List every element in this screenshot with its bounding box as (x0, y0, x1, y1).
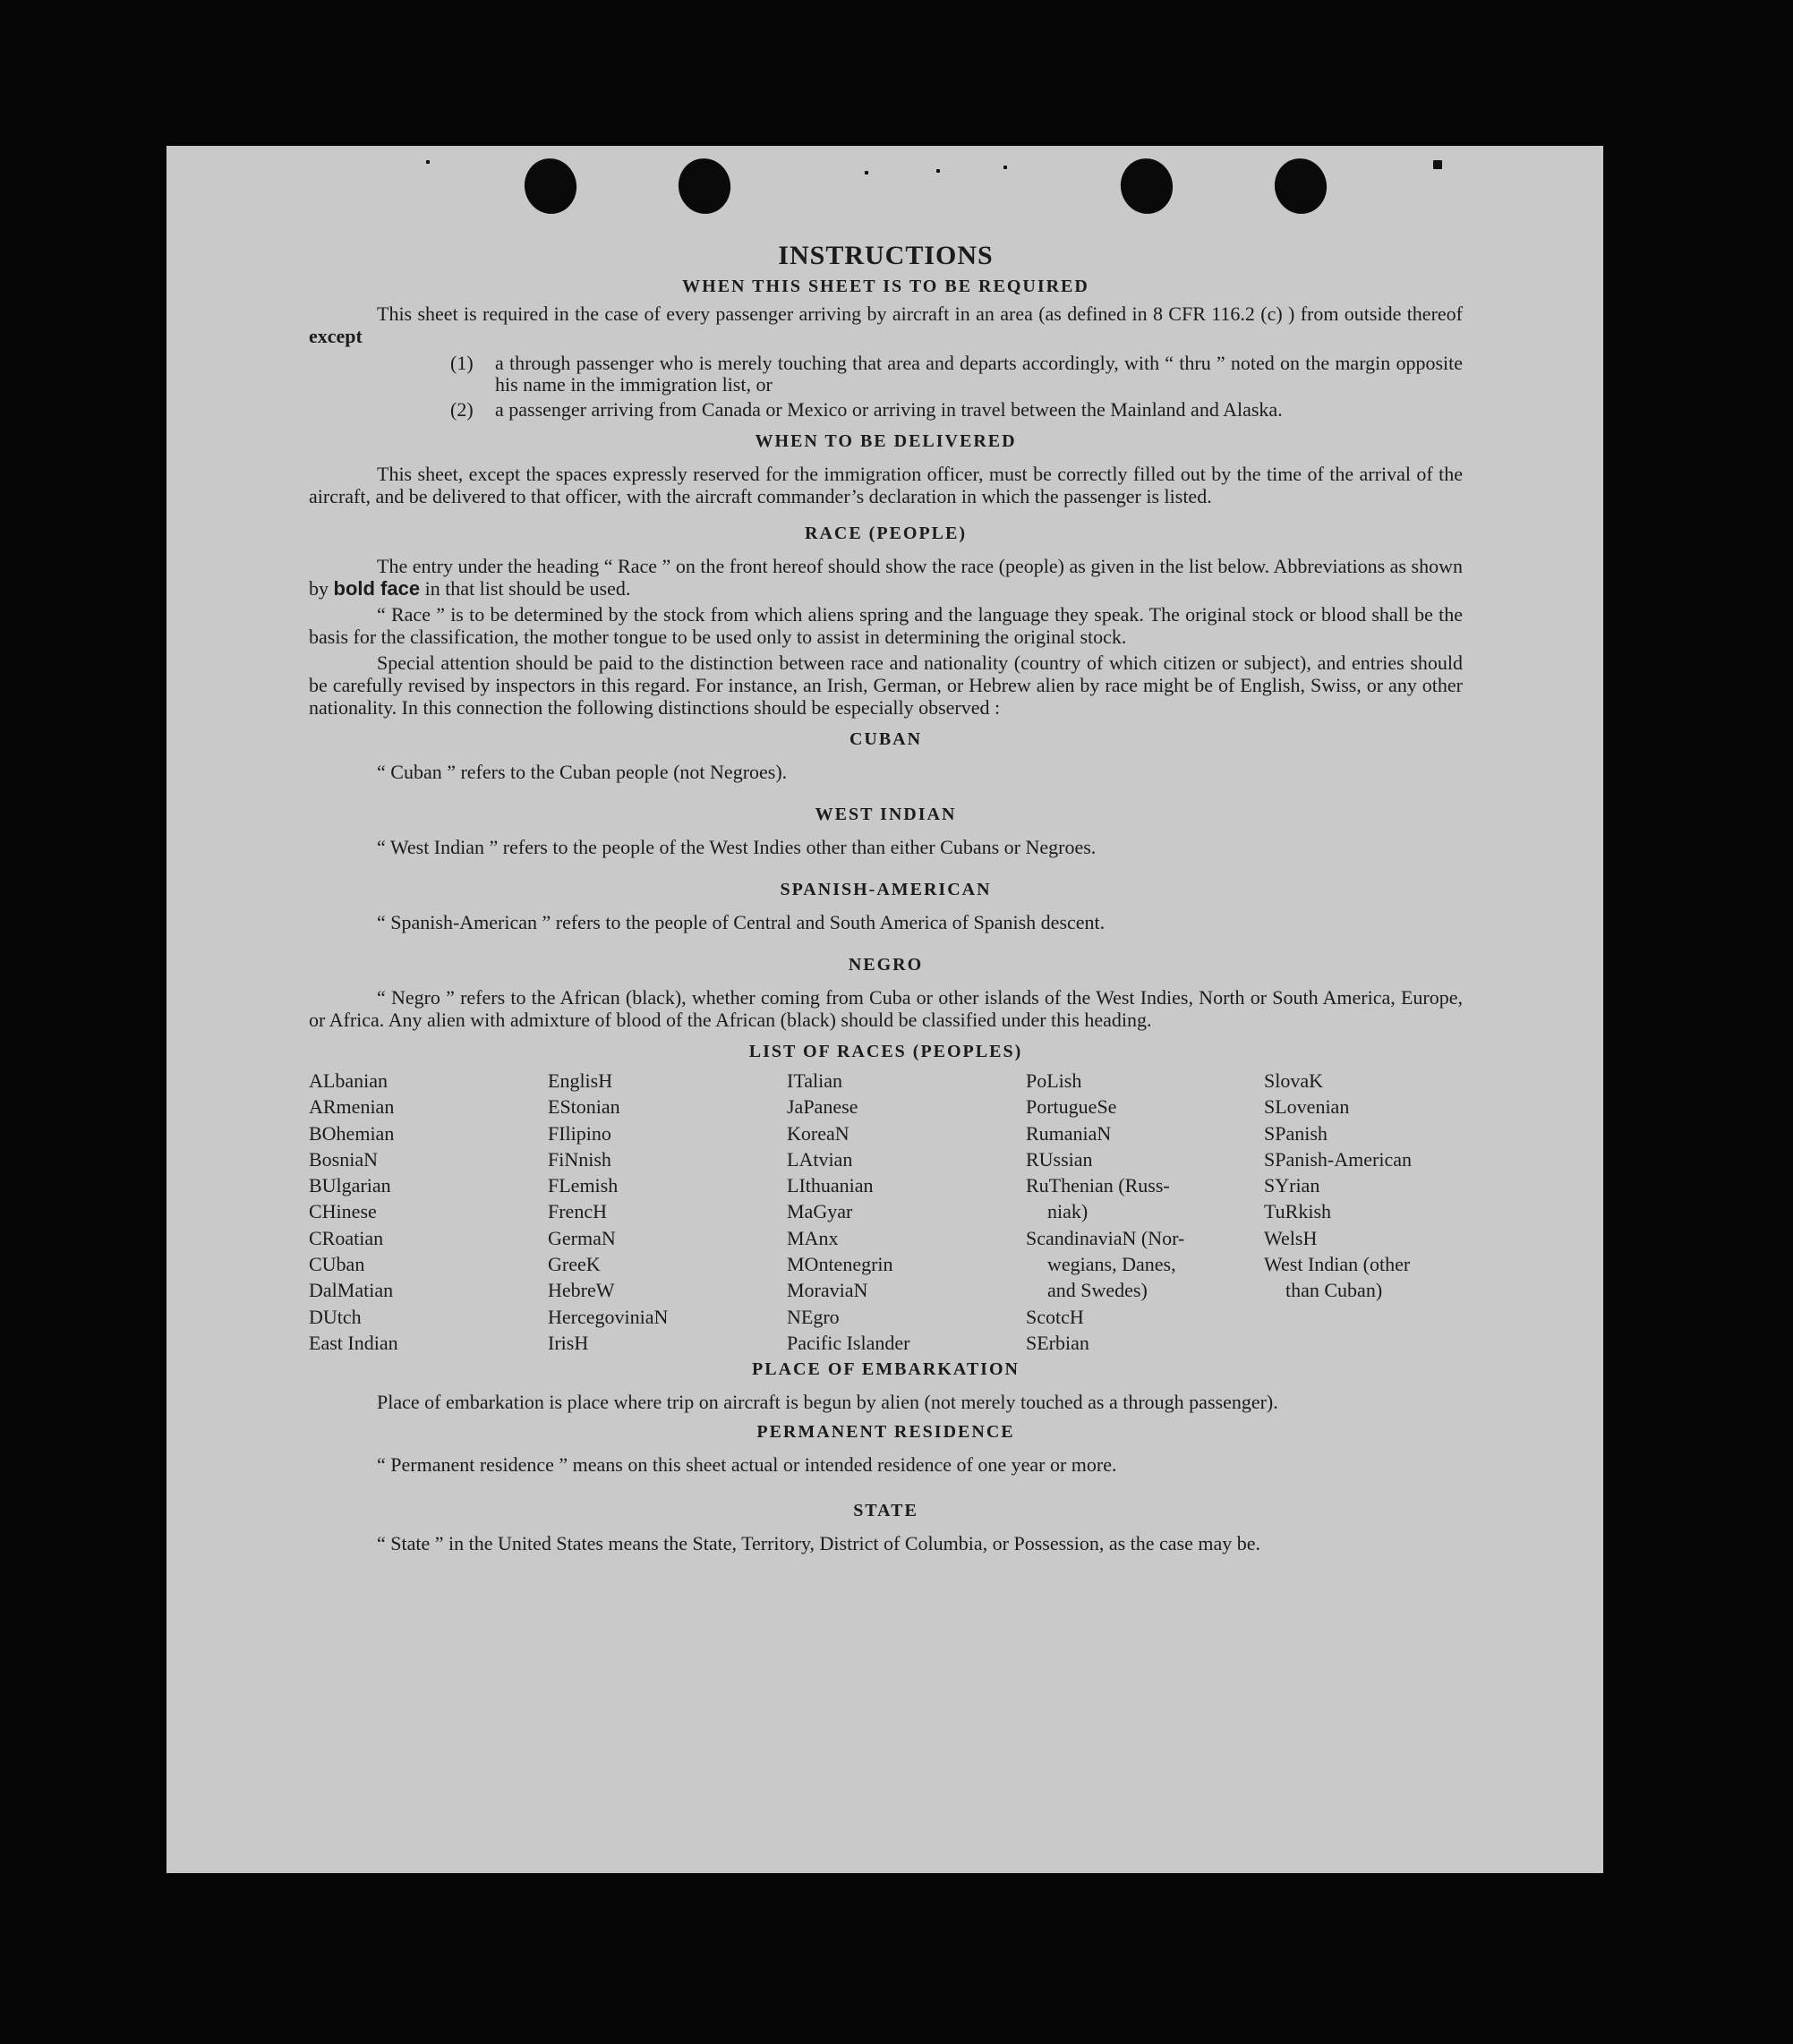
race-entry: East Indian (309, 1331, 398, 1354)
race-entry: ScandinaviaN (Nor- (1026, 1226, 1185, 1249)
race-entry: FIlipino (548, 1121, 611, 1145)
race-entry: MoraviaN (787, 1279, 868, 1302)
heading-list-of-races: LIST OF RACES (PEOPLES) (748, 1042, 1023, 1061)
heading-embarkation: PLACE OF EMBARKATION (752, 1359, 1020, 1379)
race-entry: LAtvian (787, 1147, 853, 1171)
speck (865, 171, 868, 175)
race-entry: NEgro (787, 1305, 840, 1328)
race-entry: SlovaK (1264, 1069, 1323, 1092)
race-entry: EStonian (548, 1095, 620, 1119)
punch-hole (519, 154, 582, 219)
heading-negro: NEGRO (848, 955, 924, 975)
race-entry: SPanish (1264, 1121, 1328, 1145)
race-entry: HebreW (548, 1279, 615, 1302)
heading-west-indian: WEST INDIAN (815, 805, 957, 824)
race-entry: BUlgarian (309, 1174, 391, 1197)
race-entry: MAnx (787, 1226, 839, 1249)
delivered-paragraph: This sheet, except the spaces expressly reserved for the immigration officer, must be correctly filled out by the time of the arrival of the aircraft, and be delivered to that officer, with the aircraft commander’s declaration in which the passenger is listed. (309, 463, 1463, 507)
race-entry: RUssian (1026, 1147, 1093, 1171)
race-paragraph-3: Special attention should be paid to the distinction between race and nationality (country of which citizen or subject), and entries should be carefully revised by inspectors in this regard. For instance, an Irish, German, or Hebrew alien by race might be of English, Swiss, or any other nationality. In this connection the following distinctions should be especially observed : (309, 652, 1463, 719)
item-number: (2) (450, 398, 474, 421)
race-entry: FiNnish (548, 1147, 611, 1171)
punch-hole (673, 154, 736, 219)
heading-race: RACE (PEOPLE) (805, 524, 967, 543)
race-entry: DUtch (309, 1305, 362, 1328)
heading-cuban: CUBAN (849, 729, 923, 749)
races-column-4 (1026, 1068, 1184, 1356)
race-entry: ALbanian (309, 1069, 388, 1092)
cuban-paragraph: “ Cuban ” refers to the Cuban people (not Negroes). (377, 761, 788, 783)
race-entry: PoLish (1026, 1069, 1082, 1092)
race-entry: CUban (309, 1253, 365, 1276)
punch-hole (1269, 154, 1332, 219)
heading-when-delivered: WHEN TO BE DELIVERED (755, 431, 1017, 451)
west-indian-paragraph: “ West Indian ” refers to the people of the West Indies other than either Cubans or Negroes. (377, 836, 1097, 858)
race-entry: WelsH (1264, 1226, 1318, 1249)
punch-hole (1115, 154, 1178, 219)
spanish-american-paragraph: “ Spanish-American ” refers to the people of Central and South America of Spanish descent. (377, 911, 1106, 933)
race-paragraph-2: “ Race ” is to be determined by the stock from which aliens spring and the language they speak. The original stock or blood shall be the basis for the classification, the mother tongue to be used only to assist in determining the original stock. (309, 603, 1463, 648)
race-entry: ARmenian (309, 1095, 395, 1119)
race-entry-continued: than Cuban) (1285, 1279, 1383, 1302)
race-entry: SPanish-American (1264, 1147, 1412, 1171)
race-entry: LIthuanian (787, 1174, 874, 1197)
race-paragraph-1 (309, 555, 1463, 600)
race-entry: West Indian (other (1264, 1253, 1411, 1276)
race-entry: EnglisH (548, 1069, 613, 1092)
embarkation-paragraph: Place of embarkation is place where trip on aircraft is begun by alien (not merely touched as a through passenger). (377, 1391, 1278, 1413)
race-entry: GreeK (548, 1253, 601, 1276)
list-item (450, 353, 1463, 396)
heading-state: STATE (853, 1501, 918, 1520)
race-entry: ITalian (787, 1069, 842, 1092)
race-entry: FrencH (548, 1200, 607, 1223)
item-number: (1) (450, 352, 474, 374)
except-word: except (309, 325, 363, 347)
required-paragraph (309, 302, 1463, 347)
races-column-2 (548, 1068, 668, 1356)
race-entry: TuRkish (1264, 1200, 1332, 1223)
speck (936, 169, 940, 173)
races-column-1 (309, 1068, 398, 1356)
race-entry: BOhemian (309, 1121, 395, 1145)
race-entry: JaPanese (787, 1095, 858, 1119)
race-entry: MaGyar (787, 1200, 853, 1223)
race-entry-continued: wegians, Danes, (1047, 1253, 1176, 1276)
heading-permanent-residence: PERMANENT RESIDENCE (756, 1422, 1015, 1442)
instruction-sheet (166, 146, 1603, 1873)
race-entry: SErbian (1026, 1331, 1089, 1354)
race-entry: BosniaN (309, 1147, 378, 1171)
negro-paragraph: “ Negro ” refers to the African (black), whether coming from Cuba or other islands of the West Indies, North or South America, Europe, or Africa. Any alien with admixture of blood of the African (black) should be classified under this heading. (309, 986, 1463, 1031)
state-paragraph: “ State ” in the United States means the State, Territory, District of Columbia, or Possession, as the case may be. (377, 1532, 1261, 1554)
race-entry: SLovenian (1264, 1095, 1350, 1119)
race-text-a: The entry under the heading “ Race ” on the front hereof should show the race (people) as given in the list below. Abbreviations as shown by (309, 555, 1463, 600)
residence-paragraph: “ Permanent residence ” means on this sheet actual or intended residence of one year or more. (377, 1453, 1117, 1476)
race-entry: HercegoviniaN (548, 1305, 669, 1328)
races-list (309, 1068, 1463, 1354)
race-entry: KoreaN (787, 1121, 850, 1145)
heading-when-required: WHEN THIS SHEET IS TO BE REQUIRED (682, 277, 1089, 296)
race-entry-continued: and Swedes) (1047, 1279, 1148, 1302)
race-entry: DalMatian (309, 1279, 394, 1302)
race-entry: RuThenian (Russ- (1026, 1174, 1170, 1197)
race-entry: CHinese (309, 1200, 377, 1223)
race-entry: RumaniaN (1026, 1121, 1112, 1145)
race-entry: SYrian (1264, 1174, 1320, 1197)
race-entry: ScotcH (1026, 1305, 1084, 1328)
item-text: a through passenger who is merely touching that area and departs accordingly, with “ thru ” noted on the margin opposite his name in the immigration list, or (495, 352, 1463, 396)
heading-spanish-american: SPANISH-AMERICAN (780, 880, 992, 899)
item-text: a passenger arriving from Canada or Mexico or arriving in travel between the Mainland and Alaska. (495, 398, 1283, 421)
race-entry: PortugueSe (1026, 1095, 1117, 1119)
bold-face-word: bold face (333, 577, 421, 600)
instructions-text (309, 241, 1463, 1554)
speck (426, 160, 430, 164)
race-entry: MOntenegrin (787, 1253, 893, 1276)
race-entry: CRoatian (309, 1226, 384, 1249)
race-entry: IrisH (548, 1331, 589, 1354)
race-entry: FLemish (548, 1174, 619, 1197)
races-column-5 (1264, 1068, 1412, 1304)
required-text: This sheet is required in the case of every passenger arriving by aircraft in an area (as defined in 8 CFR 116.2 (c) ) from outside thereof (377, 302, 1463, 325)
race-entry: GermaN (548, 1226, 616, 1249)
list-item (450, 399, 1463, 421)
speck (1003, 166, 1007, 169)
races-column-3 (787, 1068, 909, 1356)
race-entry: Pacific Islander (787, 1331, 910, 1354)
race-entry-continued: niak) (1047, 1200, 1089, 1223)
speck (1433, 160, 1442, 169)
race-text-c: in that list should be used. (424, 577, 631, 600)
page-title: INSTRUCTIONS (778, 241, 994, 270)
